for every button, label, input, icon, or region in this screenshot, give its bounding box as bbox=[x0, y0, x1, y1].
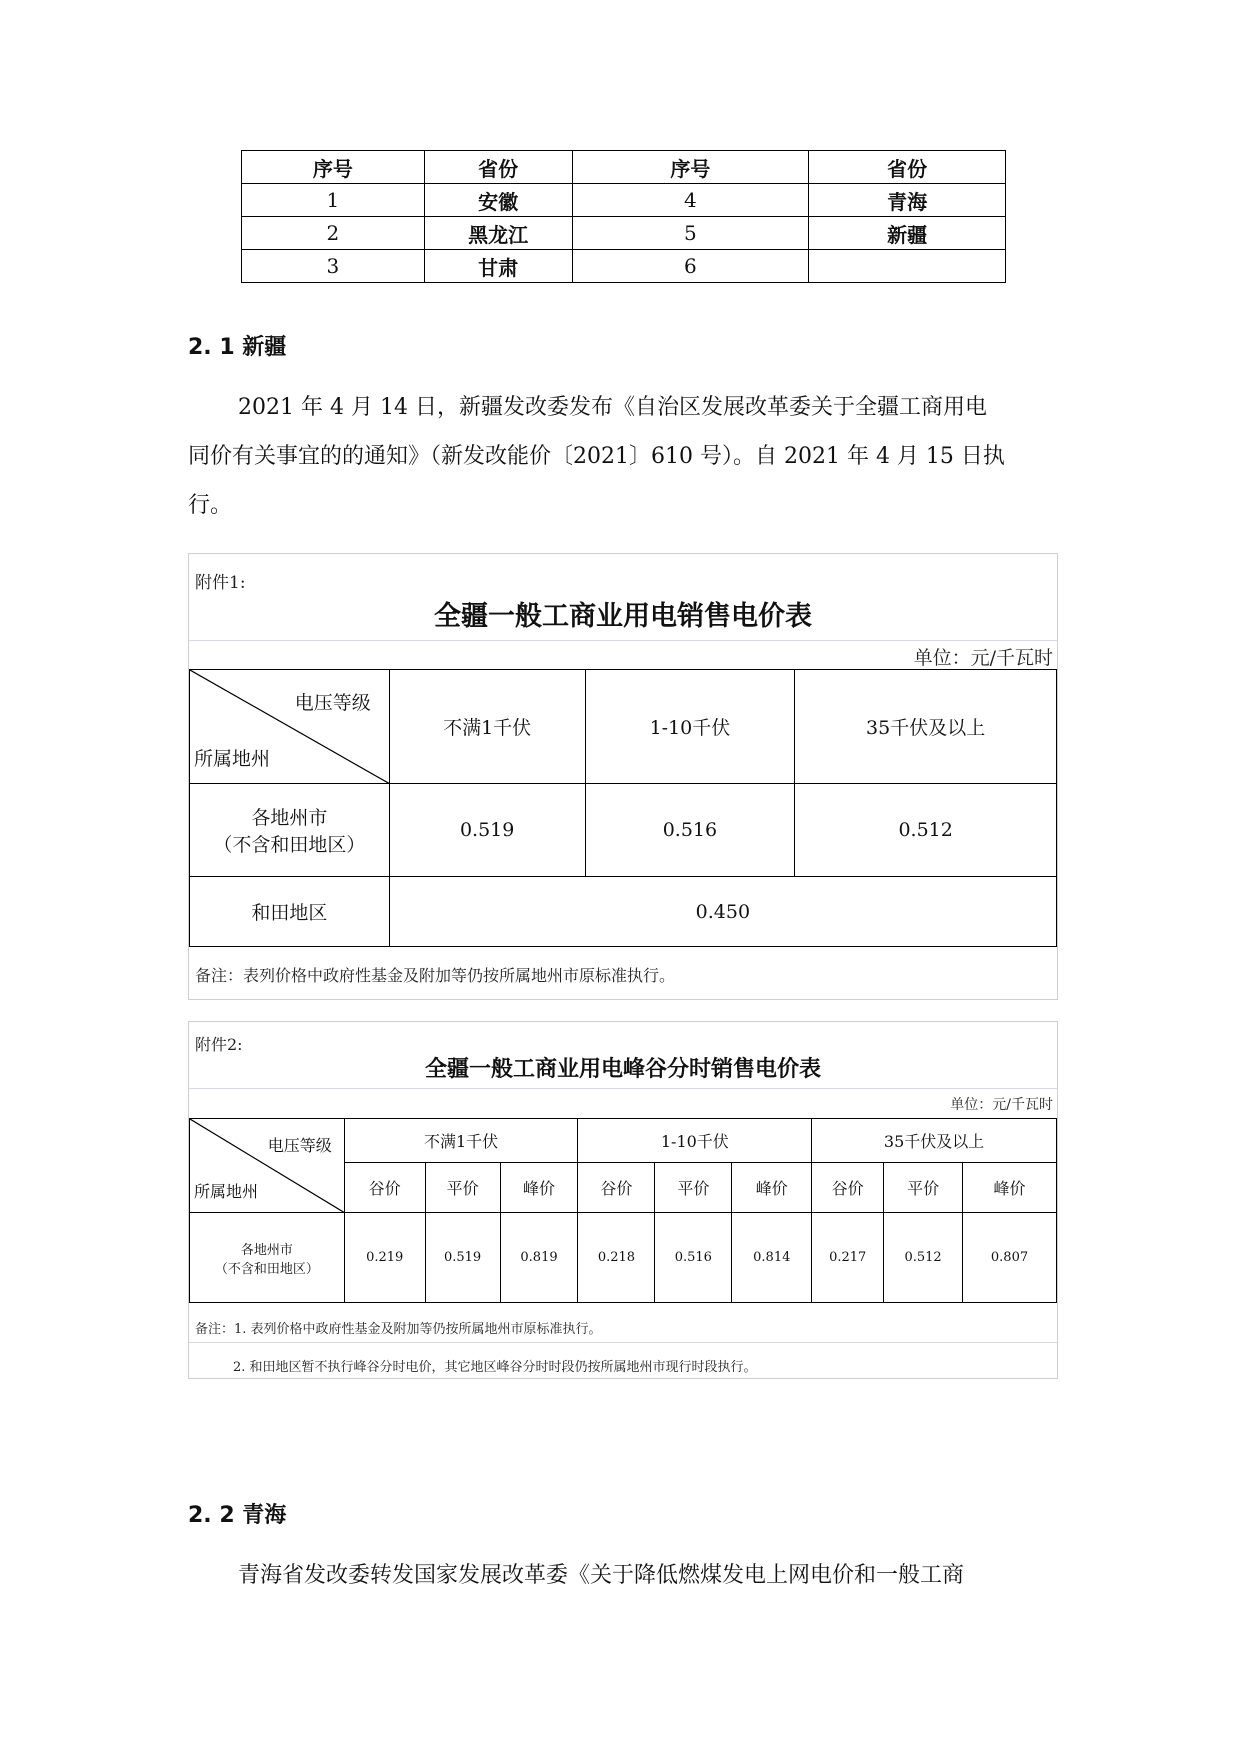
table-cell: 6 bbox=[572, 250, 809, 283]
header-cell: 省份 bbox=[424, 151, 572, 184]
price-value: 0.219 bbox=[344, 1213, 425, 1303]
table-row bbox=[190, 1213, 1057, 1303]
column-header: 35千伏及以上 bbox=[795, 670, 1057, 784]
region-label: 所属地州 bbox=[194, 748, 271, 770]
corner-header-cell bbox=[190, 1119, 345, 1213]
table-cell: 黑龙江 bbox=[424, 217, 572, 250]
divider bbox=[189, 640, 1057, 641]
column-group-header: 不满1千伏 bbox=[344, 1119, 578, 1163]
attachment-label: 附件1: bbox=[195, 573, 246, 593]
price-value: 0.807 bbox=[963, 1213, 1057, 1303]
province-table bbox=[241, 150, 1006, 283]
section-heading-qinghai: 2. 2 青海 bbox=[188, 1503, 287, 1528]
column-header: 谷价 bbox=[578, 1163, 655, 1213]
table-cell: 1 bbox=[242, 184, 425, 217]
corner-header-cell bbox=[190, 670, 390, 784]
price-table bbox=[189, 669, 1057, 947]
divider bbox=[189, 1088, 1057, 1089]
row-label: 和田地区 bbox=[190, 877, 390, 947]
table-cell: 青海 bbox=[809, 184, 1006, 217]
column-header: 谷价 bbox=[812, 1163, 884, 1213]
voltage-level-label: 电压等级 bbox=[294, 692, 371, 714]
price-value: 0.516 bbox=[655, 1213, 732, 1303]
table-cell: 安徽 bbox=[424, 184, 572, 217]
attachment-label: 附件2: bbox=[195, 1035, 243, 1054]
attachment-title: 全疆一般工商业用电销售电价表 bbox=[434, 601, 812, 632]
footnote: 备注：1. 表列价格中政府性基金及附加等仍按所属地州市原标准执行。 bbox=[195, 1322, 602, 1337]
attachment-title: 全疆一般工商业用电峰谷分时销售电价表 bbox=[424, 1056, 821, 1082]
row-label: 各地州市 （不含和田地区） bbox=[190, 784, 390, 877]
section-paragraph bbox=[188, 383, 1058, 530]
column-header: 峰价 bbox=[963, 1163, 1057, 1213]
voltage-level-label: 电压等级 bbox=[267, 1136, 332, 1155]
column-group-header: 35千伏及以上 bbox=[812, 1119, 1057, 1163]
section-paragraph bbox=[188, 1551, 1058, 1600]
table-row bbox=[242, 217, 1006, 250]
price-value: 0.819 bbox=[500, 1213, 578, 1303]
section-heading-xinjiang: 2. 1 新疆 bbox=[188, 335, 287, 360]
row-label: 各地州市 （不含和田地区） bbox=[190, 1213, 345, 1303]
price-value: 0.218 bbox=[578, 1213, 655, 1303]
paragraph-line: 行。 bbox=[188, 493, 233, 518]
price-value: 0.512 bbox=[795, 784, 1057, 877]
column-header: 不满1千伏 bbox=[389, 670, 585, 784]
paragraph-line: 同价有关事宜的的通知》（新发改能价〔2021〕610 号）。自 2021 年 4 月 15 日执 bbox=[188, 444, 1005, 469]
header-cell: 序号 bbox=[242, 151, 425, 184]
header-cell: 序号 bbox=[572, 151, 809, 184]
region-label: 所属地州 bbox=[194, 1182, 259, 1201]
column-header: 谷价 bbox=[344, 1163, 425, 1213]
paragraph-line: 2021 年 4 月 14 日，新疆发改委发布《自治区发展改革委关于全疆工商用电 bbox=[238, 395, 987, 420]
price-value: 0.814 bbox=[732, 1213, 812, 1303]
column-header: 平价 bbox=[425, 1163, 500, 1213]
table-cell: 4 bbox=[572, 184, 809, 217]
table-cell bbox=[809, 250, 1006, 283]
price-value: 0.516 bbox=[585, 784, 795, 877]
column-header: 峰价 bbox=[500, 1163, 578, 1213]
attachment-1 bbox=[188, 553, 1058, 1000]
table-row bbox=[242, 184, 1006, 217]
table-cell: 5 bbox=[572, 217, 809, 250]
paragraph-line: 青海省发改委转发国家发展改革委《关于降低燃煤发电上网电价和一般工商 bbox=[238, 1563, 965, 1588]
footnote: 2. 和田地区暂不执行峰谷分时电价，其它地区峰谷分时时段仍按所属地州市现行时段执行。 bbox=[233, 1360, 757, 1375]
price-value: 0.217 bbox=[812, 1213, 884, 1303]
table-row bbox=[190, 877, 1057, 947]
column-header: 平价 bbox=[884, 1163, 963, 1213]
column-header: 峰价 bbox=[732, 1163, 812, 1213]
column-header: 平价 bbox=[655, 1163, 732, 1213]
table-row bbox=[242, 250, 1006, 283]
table-row bbox=[190, 784, 1057, 877]
price-value: 0.450 bbox=[389, 877, 1056, 947]
column-group-header: 1-10千伏 bbox=[578, 1119, 812, 1163]
attachment-2 bbox=[188, 1021, 1058, 1379]
footnote: 备注：表列价格中政府性基金及附加等仍按所属地州市原标准执行。 bbox=[195, 966, 676, 985]
tou-price-table bbox=[189, 1118, 1057, 1303]
table-cell: 甘肃 bbox=[424, 250, 572, 283]
header-cell: 省份 bbox=[809, 151, 1006, 184]
price-value: 0.519 bbox=[425, 1213, 500, 1303]
price-value: 0.519 bbox=[389, 784, 585, 877]
table-cell: 2 bbox=[242, 217, 425, 250]
unit-label: 单位：元/千瓦时 bbox=[913, 647, 1053, 669]
province-table-header bbox=[242, 151, 1006, 184]
column-header: 1-10千伏 bbox=[585, 670, 795, 784]
unit-label: 单位：元/千瓦时 bbox=[950, 1097, 1053, 1113]
table-cell: 3 bbox=[242, 250, 425, 283]
table-cell: 新疆 bbox=[809, 217, 1006, 250]
divider bbox=[189, 1342, 1057, 1343]
price-value: 0.512 bbox=[884, 1213, 963, 1303]
